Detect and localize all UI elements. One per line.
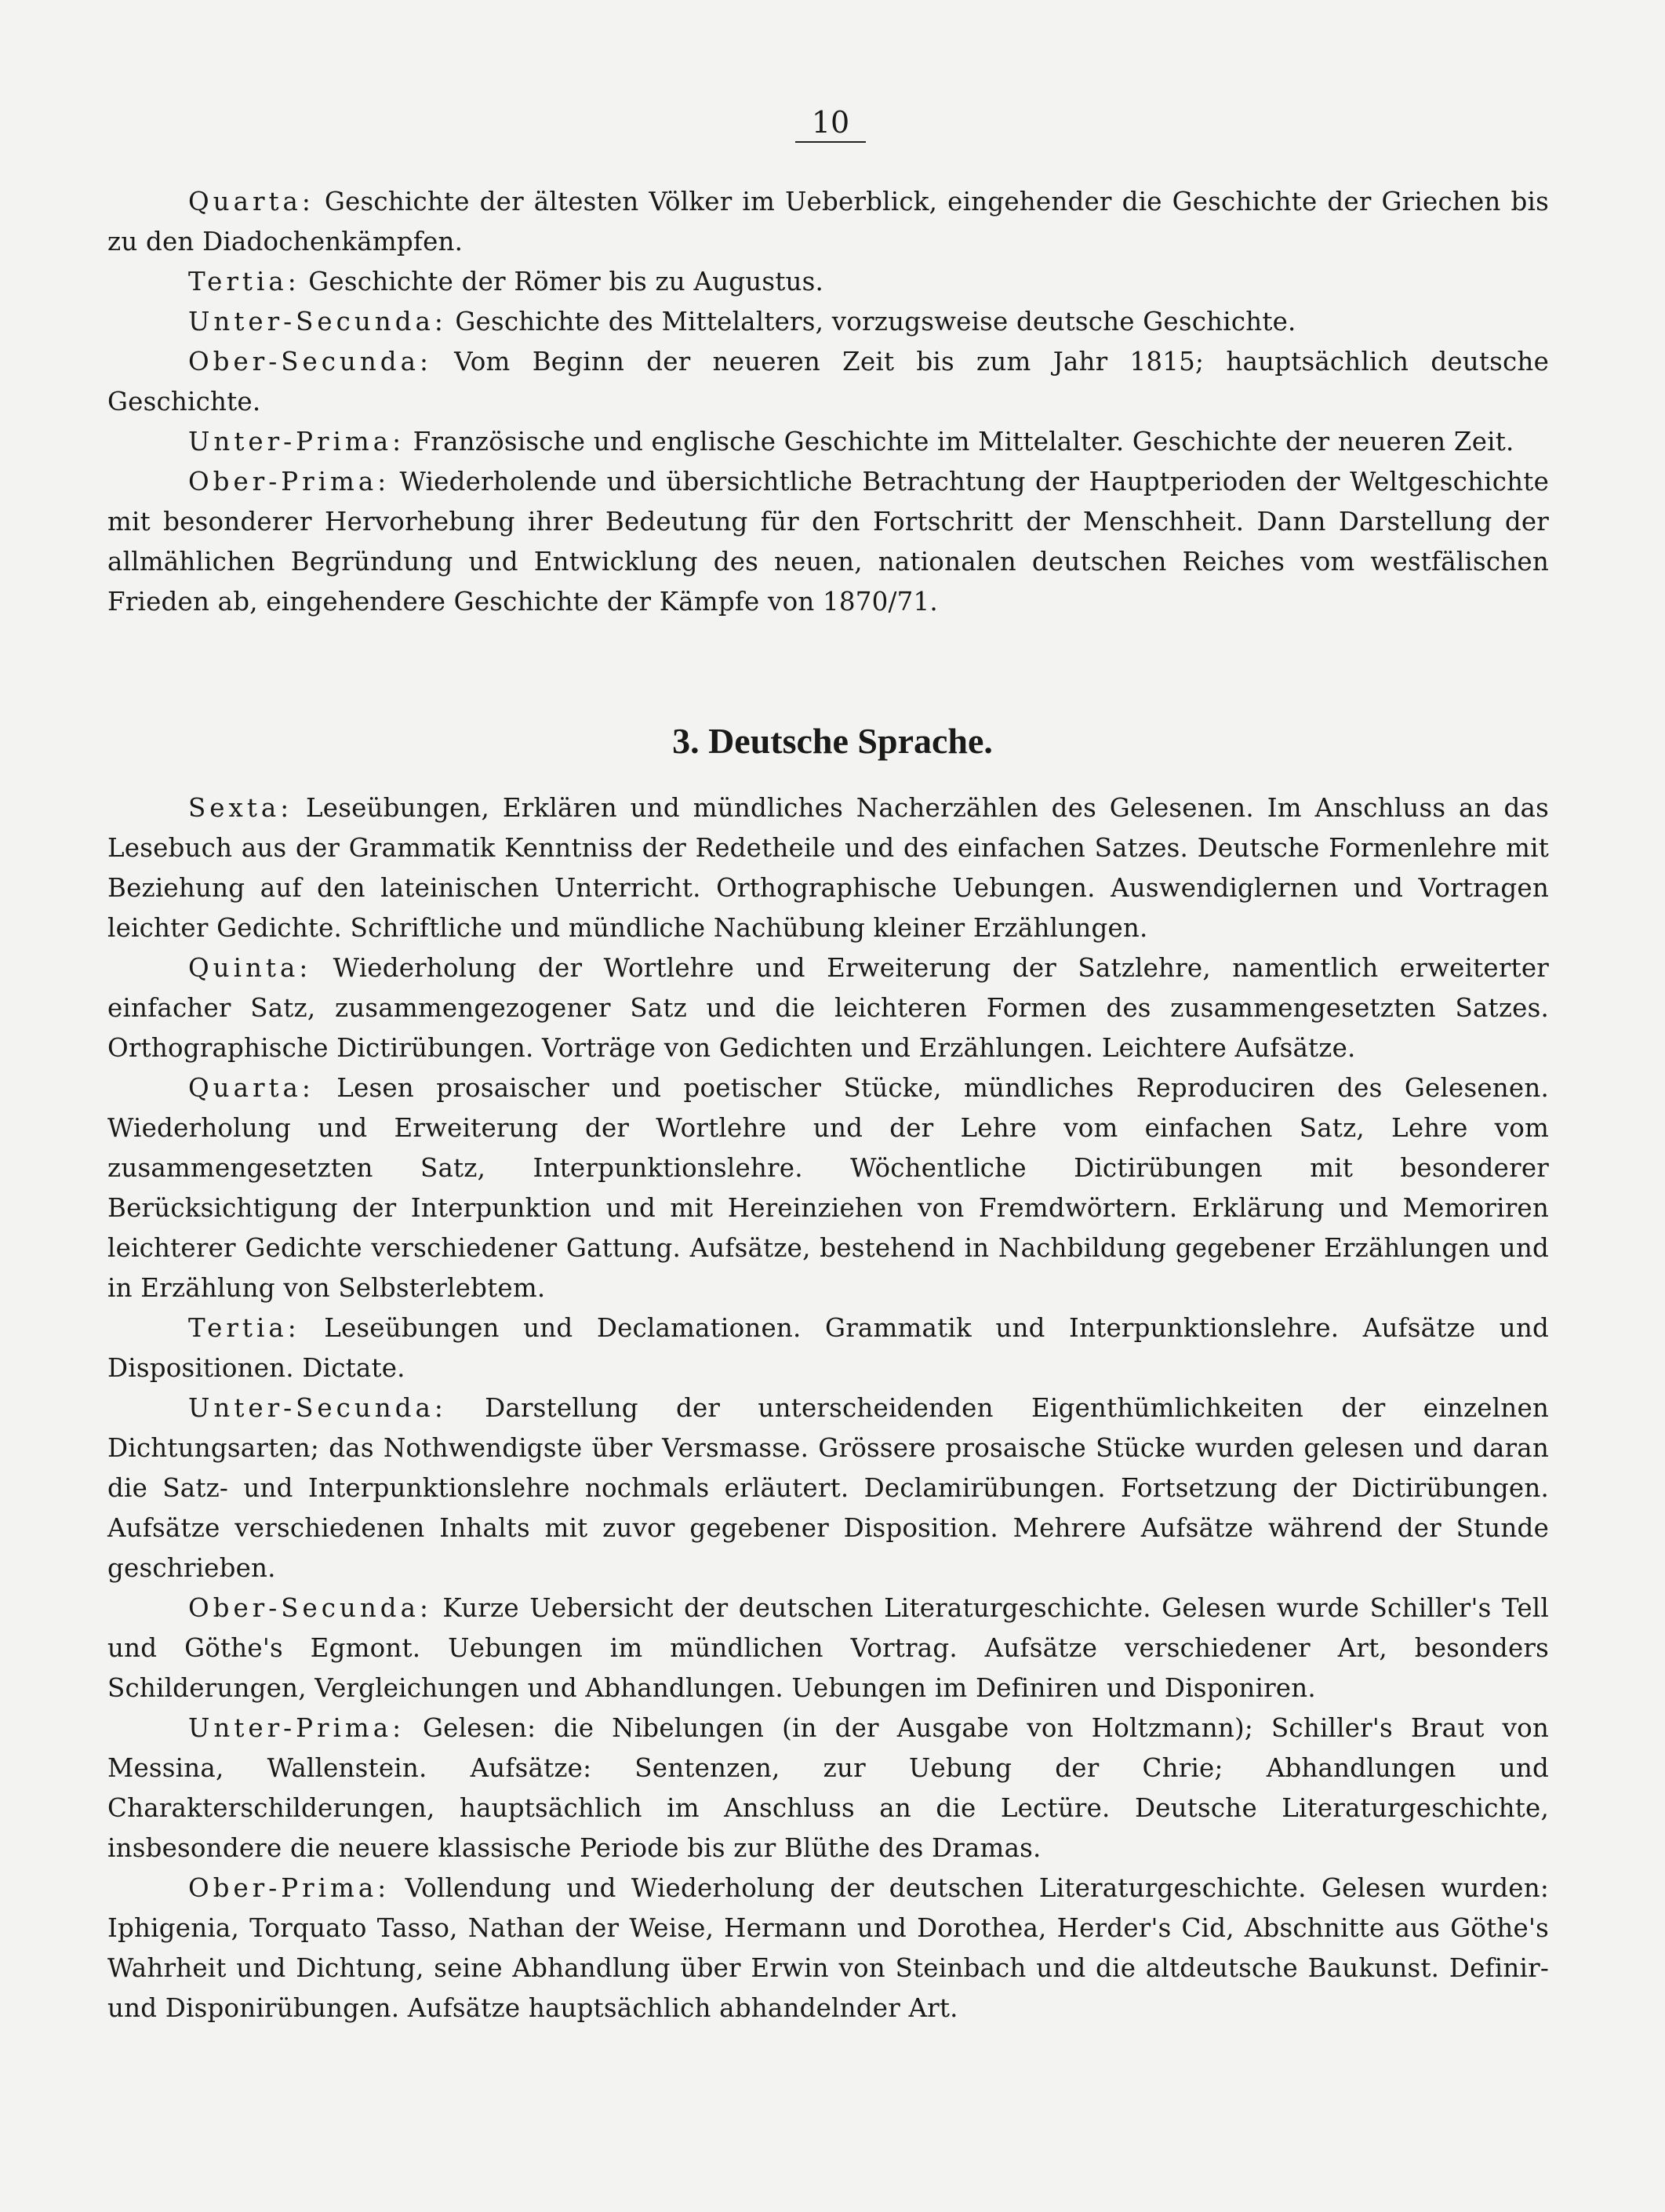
paragraph-text: Geschichte der Römer bis zu Augustus. bbox=[308, 267, 824, 297]
history-paragraph-tertia bbox=[107, 262, 1549, 302]
paragraph-label: Tertia: bbox=[188, 267, 300, 297]
page-number: 10 bbox=[795, 104, 866, 143]
german-paragraph-ober-secunda bbox=[107, 1588, 1549, 1708]
section-heading: 3. Deutsche Sprache. bbox=[672, 721, 993, 761]
history-paragraph-quarta bbox=[107, 182, 1549, 262]
paragraph-label: Unter-Secunda: bbox=[188, 307, 447, 337]
german-paragraph-quarta bbox=[107, 1068, 1549, 1308]
paragraph-label: Ober-Prima: bbox=[188, 1873, 391, 1903]
paragraph-text: Vollendung und Wiederholung der deutschen Literaturgeschichte. Gelesen wurden: Iphigenia, Torquato Tasso, Nathan der Weise, Hermann und Dorothea, Herder's Cid, Abschnitte aus Göthe's Wahrheit und Dichtung, seine Abhandlung über Erwin von Steinbach und die altdeutsche Baukunst. Definir- und Disponirübungen. Aufsätze hauptsächlich abhandelnder Art. bbox=[107, 1873, 1549, 2023]
history-paragraph-unter-secunda bbox=[107, 302, 1549, 342]
history-paragraph-ober-secunda bbox=[107, 342, 1549, 422]
paragraph-text: Gelesen: die Nibelungen (in der Ausgabe von Holtzmann); Schiller's Braut von Messina, Wallenstein. Aufsätze: Sentenzen, zur Uebung der Chrie; Abhandlungen und Charakterschilderungen, hauptsächlich im Anschluss an die Lectüre. Deutsche Literaturgeschichte, insbesondere die neuere klassische Periode bis zur Blüthe des Dramas. bbox=[107, 1713, 1550, 1863]
paragraph-text: Wiederholende und übersichtliche Betrachtung der Hauptperioden der Weltgeschichte mit besonderer Hervorhebung ihrer Bedeutung für den Fortschritt der Menschheit. Dann Darstellung der allmählichen Begründung und Entwicklung des neuen, nationalen deutschen Reiches vom westfälischen Frieden ab, eingehendere Geschichte der Kämpfe von 1870/71. bbox=[107, 467, 1550, 617]
paragraph-label: Unter-Prima: bbox=[188, 427, 405, 457]
paragraph-label: Sexta: bbox=[188, 793, 293, 823]
paragraph-label: Quinta: bbox=[188, 953, 312, 983]
paragraph-label: Quarta: bbox=[188, 187, 314, 216]
paragraph-label: Ober-Secunda: bbox=[188, 1593, 432, 1623]
paragraph-text: Lesen prosaischer und poetischer Stücke, mündliches Reproduciren des Gelesenen. Wiederholung und Erweiterung der Wortlehre und der Lehre vom einfachen Satz, Lehre vom zusammengesetzten Satz, Interpunktionslehre. Wöchentliche Dictirübungen mit besonderer Berücksichtigung der Interpunktion und mit Hereinziehen von Fremdwörtern. Erklärung und Memoriren leichterer Gedichte verschiedener Gattung. Aufsätze, bestehend in Nachbildung gegebener Erzählungen und in Erzählung von Selbsterlebtem. bbox=[107, 1073, 1550, 1303]
paragraph-label: Quarta: bbox=[188, 1073, 314, 1103]
german-paragraph-ober-prima bbox=[107, 1868, 1549, 2028]
german-paragraph-unter-prima bbox=[107, 1708, 1549, 1868]
german-section bbox=[107, 788, 1549, 2028]
paragraph-label: Unter-Secunda: bbox=[188, 1393, 447, 1423]
history-paragraph-ober-prima bbox=[107, 462, 1549, 622]
german-paragraph-quinta bbox=[107, 948, 1549, 1068]
paragraph-label: Unter-Prima: bbox=[188, 1713, 405, 1743]
german-paragraph-unter-secunda bbox=[107, 1388, 1549, 1588]
paragraph-text: Geschichte des Mittelalters, vorzugsweise deutsche Geschichte. bbox=[455, 307, 1296, 337]
paragraph-text: Geschichte der ältesten Völker im Ueberblick, eingehender die Geschichte der Griechen bis zu den Diadochenkämpfen. bbox=[107, 187, 1549, 256]
paragraph-label: Ober-Secunda: bbox=[188, 347, 432, 377]
german-paragraph-sexta bbox=[107, 788, 1549, 948]
history-paragraph-unter-prima bbox=[107, 422, 1549, 462]
paragraph-text: Kurze Uebersicht der deutschen Literaturgeschichte. Gelesen wurde Schiller's Tell und Göthe's Egmont. Uebungen im mündlichen Vortrag. Aufsätze verschiedener Art, besonders Schilderungen, Vergleichungen und Abhandlungen. Uebungen im Definiren und Disponiren. bbox=[107, 1593, 1549, 1703]
paragraph-text: Leseübungen und Declamationen. Grammatik und Interpunktionslehre. Aufsätze und Dispositionen. Dictate. bbox=[107, 1313, 1549, 1383]
paragraph-text: Französische und englische Geschichte im Mittelalter. Geschichte der neueren Zeit. bbox=[413, 427, 1514, 457]
german-paragraph-tertia bbox=[107, 1308, 1549, 1388]
paragraph-text: Vom Beginn der neueren Zeit bis zum Jahr 1815; hauptsächlich deutsche Geschichte. bbox=[107, 347, 1549, 417]
history-section bbox=[107, 182, 1549, 622]
paragraph-text: Leseübungen, Erklären und mündliches Nacherzählen des Gelesenen. Im Anschluss an das Lesebuch aus der Grammatik Kenntniss der Redetheile und des einfachen Satzes. Deutsche Formenlehre mit Beziehung auf den lateinischen Unterricht. Orthographische Uebungen. Auswendiglernen und Vortragen leichter Gedichte. Schriftliche und mündliche Nachübung kleiner Erzählungen. bbox=[107, 793, 1550, 943]
paragraph-label: Ober-Prima: bbox=[188, 467, 391, 497]
paragraph-text: Wiederholung der Wortlehre und Erweiterung der Satzlehre, namentlich erweiterter einfacher Satz, zusammengezogener Satz und die leichteren Formen des zusammengesetzten Satzes. Orthographische Dictirübungen. Vorträge von Gedichten und Erzählungen. Leichtere Aufsätze. bbox=[107, 953, 1549, 1063]
paragraph-label: Tertia: bbox=[188, 1313, 300, 1343]
paragraph-text: Darstellung der unterscheidenden Eigenthümlichkeiten der einzelnen Dichtungsarten; das Nothwendigste über Versmasse. Grössere prosaische Stücke wurden gelesen und daran die Satz- und Interpunktionslehre nochmals erläutert. Declamirübungen. Fortsetzung der Dictirübungen. Aufsätze verschiedenen Inhalts mit zuvor gegebener Disposition. Mehrere Aufsätze während der Stunde geschrieben. bbox=[107, 1393, 1550, 1583]
